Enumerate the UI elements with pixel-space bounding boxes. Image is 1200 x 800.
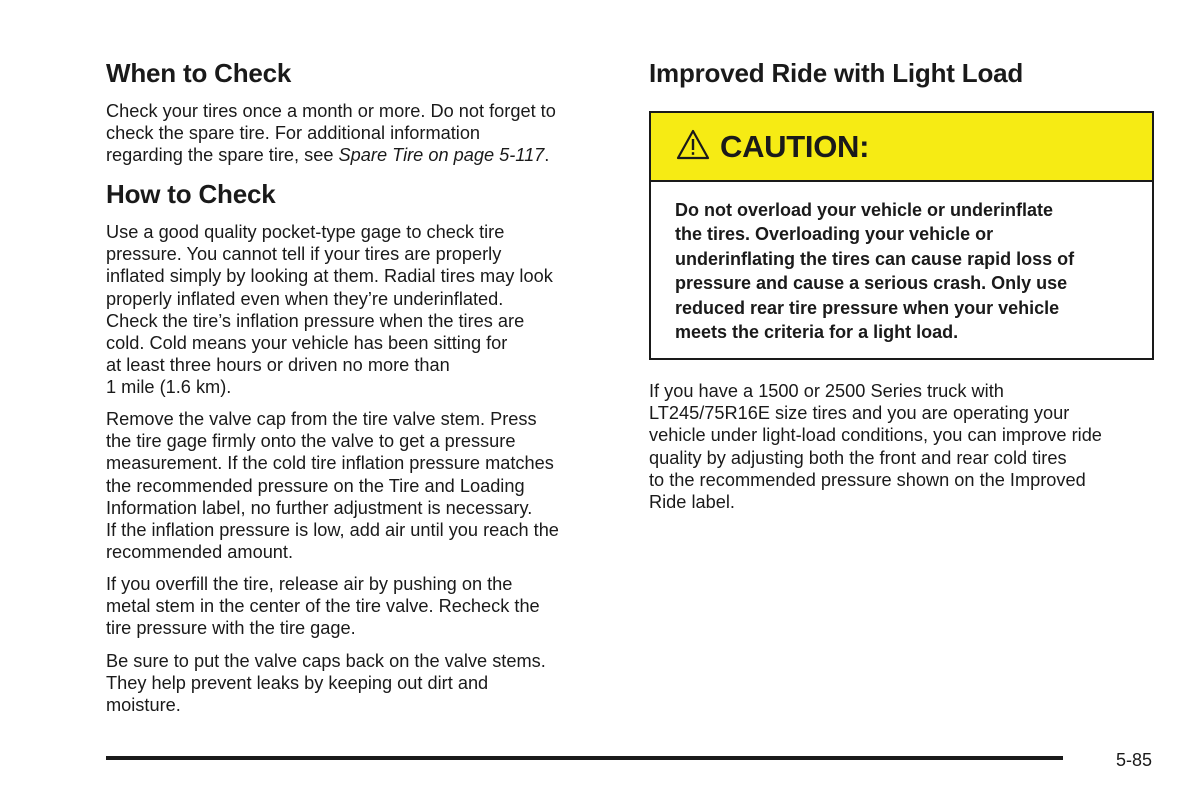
- how-p2-line: measurement. If the cold tire inflation pressure matches: [106, 453, 554, 474]
- spare-tire-reference: Spare Tire on page 5-117: [338, 145, 545, 166]
- how-p2-line: Remove the valve cap from the tire valve stem. Press: [106, 409, 537, 429]
- how-p2-line: recommended amount.: [106, 542, 294, 563]
- how-p1-line: Check the tire’s inflation pressure when the tires are: [106, 310, 525, 331]
- how-p1-line: properly inflated even when they’re underinflated.: [106, 288, 504, 309]
- ride-line: vehicle under light-load conditions, you can improve ride: [649, 425, 1102, 446]
- how-to-check-paragraph-4: [106, 650, 626, 717]
- how-to-check-paragraph-2: [106, 408, 626, 563]
- how-p4-line: They help prevent leaks by keeping out dirt and: [106, 673, 489, 694]
- how-p4-line: moisture.: [106, 695, 181, 716]
- ride-line: Ride label.: [649, 492, 735, 513]
- when-to-check-paragraph: [106, 100, 626, 167]
- how-p4-line: Be sure to put the valve caps back on the valve stems.: [106, 651, 546, 671]
- when-last-suffix: .: [544, 145, 550, 166]
- how-p2-line: the tire gage firmly onto the valve to get a pressure: [106, 431, 516, 452]
- ride-line: quality by adjusting both the front and rear cold tires: [649, 447, 1067, 468]
- how-p3-line: If you overfill the tire, release air by pushing on the: [106, 574, 513, 594]
- caution-line: meets the criteria for a light load.: [675, 322, 959, 343]
- how-p3-line: metal stem in the center of the tire valve. Recheck the: [106, 596, 540, 617]
- how-p1-line: pressure. You cannot tell if your tires are properly: [106, 244, 502, 265]
- how-p1-line: 1 mile (1.6 km).: [106, 377, 232, 398]
- ride-line: If you have a 1500 or 2500 Series truck with: [649, 381, 1004, 401]
- when-line: check the spare tire. For additional information: [106, 123, 481, 144]
- caution-line: pressure and cause a serious crash. Only use: [675, 273, 1068, 294]
- ride-line: to the recommended pressure shown on the Improved: [649, 469, 1086, 490]
- how-to-check-paragraph-1: [106, 221, 626, 399]
- how-p1-line: at least three hours or driven no more than: [106, 355, 450, 376]
- how-to-check-paragraph-3: [106, 573, 626, 640]
- footer-rule: [106, 756, 1063, 760]
- caution-text: [675, 198, 1132, 344]
- warning-triangle-icon: [676, 129, 710, 161]
- ride-line: LT245/75R16E size tires and you are operating your: [649, 403, 1070, 424]
- page-number: 5-85: [1116, 750, 1153, 770]
- how-p2-line: the recommended pressure on the Tire and Loading: [106, 475, 525, 496]
- when-to-check-heading: When to Check: [106, 58, 292, 88]
- how-p1-line: Use a good quality pocket-type gage to check tire: [106, 222, 505, 242]
- how-p3-line: tire pressure with the tire gage.: [106, 618, 356, 639]
- improved-ride-heading: Improved Ride with Light Load: [649, 58, 1024, 88]
- when-last-prefix: regarding the spare tire, see: [106, 145, 339, 166]
- caution-header: [651, 113, 1152, 182]
- how-p2-line: Information label, no further adjustment is necessary.: [106, 497, 533, 518]
- caution-line: the tires. Overloading your vehicle or: [675, 224, 994, 245]
- how-p1-line: cold. Cold means your vehicle has been sitting for: [106, 333, 508, 354]
- caution-body: [651, 182, 1152, 344]
- caution-line: reduced rear tire pressure when your vehicle: [675, 297, 1060, 318]
- how-p1-line: inflated simply by looking at them. Radial tires may look: [106, 266, 553, 287]
- how-p2-line: If the inflation pressure is low, add air until you reach the: [106, 520, 559, 541]
- when-line: Check your tires once a month or more. Do not forget to: [106, 101, 556, 121]
- improved-ride-paragraph: [649, 380, 1159, 513]
- caution-line: underinflating the tires can cause rapid loss of: [675, 248, 1075, 269]
- when-line-last: [106, 144, 626, 166]
- caution-title: CAUTION:: [720, 128, 870, 164]
- how-to-check-heading: How to Check: [106, 179, 276, 209]
- caution-line: Do not overload your vehicle or underinflate: [675, 200, 1054, 220]
- caution-box: [649, 111, 1154, 360]
